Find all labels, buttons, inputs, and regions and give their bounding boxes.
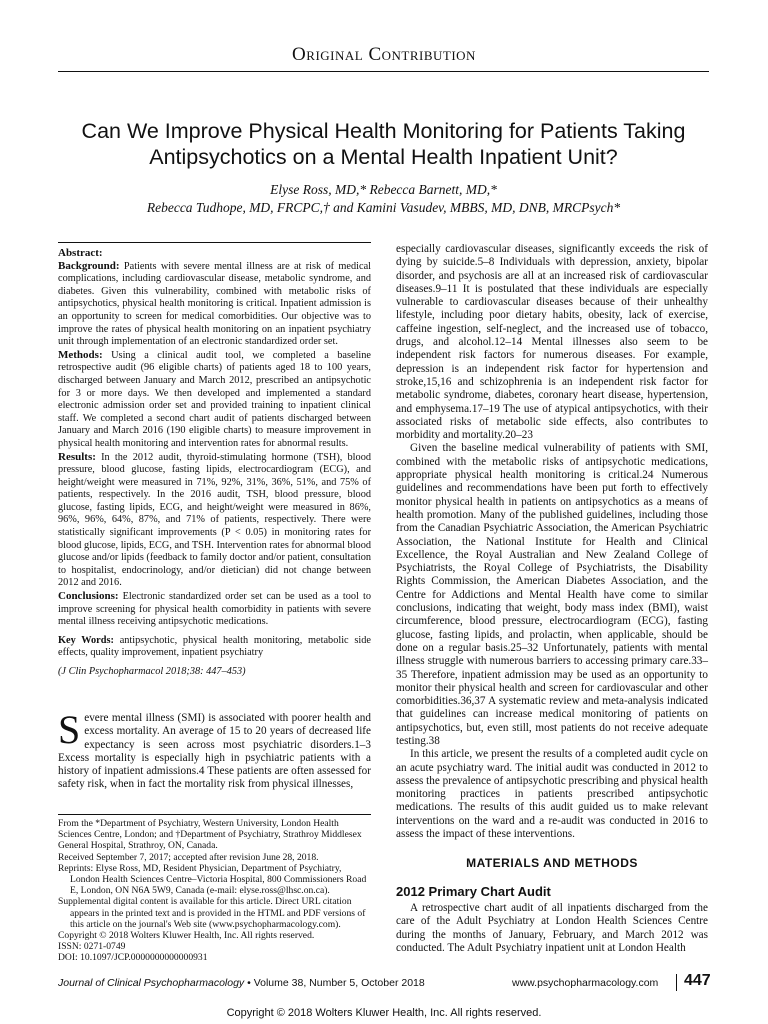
methods-text: Using a clinical audit tool, we completed a baseline retrospective audit (96 eligible charts) of patients aged 18 to 100 years, discharged between January and March 2012, prescribed an antipsychotic for 3 or more days. We then developed and implemented a standard electronic admission order set and provided training to inpatient clinical staff. We completed a second chart audit of patients discharged between January and March 2016 (190 eligible charts) to measure improvement in physical health monitoring and intervention rates for abnormal results. [58, 349, 372, 449]
page-number: 447 [684, 972, 711, 989]
page-divider [676, 974, 677, 991]
issn: ISSN: 0271-0749 [58, 941, 126, 953]
author-line-2: Rebecca Tudhope, MD, FRCPC,† and Kamini Vasudev, MBBS, MD, DNB, MRCPsych* [146, 200, 621, 215]
paragraph-3: In this article, we present the results of a completed audit cycle on an acute psychiatry ward. The initial audit was conducted in 2012 to assess the prevalence of antipsychotic prescribing and physical health monitoring practices in patients prescribed antipsychotic medications. The results of this audit guided us to make relevant interventions on the ward and a re-audit was conducted in 2016 to assess the impact of these interventions. [396, 748, 708, 841]
page-copyright: Copyright © 2018 Wolters Kluwer Health, Inc. All rights reserved. [226, 1007, 542, 1019]
intro-text: evere mental illness (SMI) is associated with poorer health and excess mortality. An average of 15 to 20 years of decreased life expectancy is seen across most psychiatric disorders.1–3 Excess mortality is especially high in psychiatric patients with a history of inpatient admissions.4 These patients are often assessed for safety risk, when in fact the mortality risk from physical illnesses, [58, 712, 371, 791]
background-label: Background: [58, 259, 120, 272]
paragraph-1: especially cardiovascular diseases, significantly exceeds the risk of dying by suicide.5–8 Individuals with depression, anxiety, bipolar disorder, and psychosis are all at an increased risk of cardiovascular diseases.9–11 It is postulated that these individuals are especially vulnerable to cardiovascular diseases because of their unhealthy lifestyle, including poor dietary habits, obesity, lack of exercise, caffeine ingestion, self-neglect, and the increased use of tobacco, drugs, and alcohol.12–14 Mental illnesses also seem to be independent risk factors for numerous diseases. For example, depression is an independent risk factor for hypertension and stroke,15,16 and schizophrenia is an independent risk factor for metabolic syndrome, diabetes, coronary heart disease, hypertension, and emphysema.17–19 The use of atypical antipsychotics, with their associated risks of metabolic side effects, also contributes to morbidity and mortality.20–23 [396, 243, 708, 442]
keywords-label: Key Words: [58, 634, 114, 646]
author-list [58, 181, 709, 217]
abstract-results [58, 451, 371, 591]
conclusions-text: Electronic standardized order set can be used as a tool to improve screening for physical health comorbidity in patients with severe mental illness receiving antipsychotic medications. [58, 591, 371, 628]
supplemental: Supplemental digital content is available for this article. Direct URL citation appears in the printed text and is provided in the HTML and PDF versions of this article on the journal's Web site (www.psychopharmacology.com). [58, 896, 366, 930]
keywords-text: antipsychotic, physical health monitoring, metabolic side effects, quality improvement, inpatient psychiatry [58, 634, 371, 659]
abstract-background [58, 260, 371, 349]
methods-heading: MATERIALS AND METHODS [466, 856, 638, 870]
paragraph-4: A retrospective chart audit of all inpatients discharged from the care of the Adult Psychiatry at London Health Sciences Centre during the months of January, February, and March 2012 was conducted. The Adult Psychiatry inpatient unit at London Health [396, 902, 708, 954]
article-title: Can We Improve Physical Health Monitoring for Patients Taking Antipsychotics on a Mental Health Inpatient Unit? [81, 119, 686, 169]
affiliations: From the *Department of Psychiatry, Western University, London Health Sciences Centre, London; and †Department of Psychiatry, Strathroy Middlesex General Hospital, Strathroy, ON, Canada. [58, 818, 362, 852]
abstract-methods [58, 349, 371, 451]
drop-cap: S [58, 707, 81, 752]
abstract-conclusions [58, 590, 371, 629]
journal-issue: • Volume 38, Number 5, October 2018 [247, 977, 425, 989]
reprints: Reprints: Elyse Ross, MD, Resident Physician, Department of Psychiatry, London Health Sciences Centre–Victoria Hospital, 800 Commissioners Road E, London, ON N6A 5W9, Canada (e-mail: elyse.ross@lhsc.on.ca). [58, 862, 367, 897]
abstract-heading: Abstract: [58, 247, 103, 259]
header-rule [58, 71, 709, 72]
journal-name: Journal of Clinical Psychopharmacology [58, 977, 245, 989]
results-label: Results: [58, 450, 96, 463]
abstract [58, 247, 371, 679]
subsection-heading: 2012 Primary Chart Audit [396, 884, 551, 899]
received-dates: Received September 7, 2017; accepted after revision June 28, 2018. [58, 851, 319, 863]
methods-label: Methods: [58, 348, 103, 361]
footer-journal [58, 977, 425, 989]
footnote-copyright: Copyright © 2018 Wolters Kluwer Health, Inc. All rights reserved. [58, 930, 315, 942]
footer-site: www.psychopharmacology.com [512, 977, 659, 989]
intro-paragraph [58, 707, 371, 792]
paragraph-2: Given the baseline medical vulnerability of patients with SMI, combined with the metabolic risks of antipsychotic medications, appropriate physical health monitoring is critical.24 Numerous guidelines and recommendations have been put forth to effectively monitor physical health in patients on antipsychotics as a means of health promotion. Many of the published guidelines, including those from the Canadian Psychiatric Association, the American Psychiatric Association, the National Institute for Health and Clinical Excellence, the Royal Australian and New Zealand College of Psychiatrists, the Royal College of Psychiatrists, the Disability Rights Commission, the American Diabetes Association, and the Centre for Addictions and Mental Health have come to similar conclusions, indicating that weight, body mass index (BMI), waist circumference, blood pressure, electrocardiogram (ECG), fasting glucose, fasting lipids, and prolactin, when applicable, should be done on a regular basis.25–32 Unfortunately, patients with mental illness struggle with numerous barriers to accessing primary care.33–35 Therefore, inpatient admission may be used as an opportunity to monitor their physical health and screen for cardiovascular and other comorbidities.36,37 A systematic review and meta-analysis indicated that guidelines can increase medical monitoring of patients on antipsychotics, but, even still, most patients do not receive adequate testing.38 [396, 442, 708, 747]
right-column [396, 243, 708, 841]
footnotes [58, 818, 371, 964]
results-text: In the 2012 audit, thyroid-stimulating hormone (TSH), blood pressure, blood glucose, fasting lipids, electrocardiogram (ECG), and height/weight were measured in 71%, 92%, 31%, 36%, 51%, and 75% of patients, respectively. In the 2016 audit, TSH, blood pressure, blood glucose, fasting lipids, ECG, and height/weight were measured in 86%, 96%, 96%, 64%, 87%, and 71% of patients, respectively. There were statistically significant improvements (P < 0.05) in monitoring rates for blood glucose, lipids, ECG, and TSH. Intervention rates for abnormal blood glucose and/or lipids (feedback to family doctor and/or patient, consultation to hospitalist, endocrinology, and/or dietician) did not change between 2012 and 2016. [58, 451, 371, 589]
background-text: Patients with severe mental illness are at risk of medical complications, including cardiovascular disease, metabolic syndrome, and diabetes. Given this vulnerability, combined with metabolic risks of antipsychotics, physical health monitoring is critical. Inpatient admission is an opportunity to screen for medical comorbidities. Our objective was to improve the rates of physical health monitoring on an inpatient psychiatry unit through implementation of an electronic standardized order set. [58, 260, 372, 348]
citation: (J Clin Psychopharmacol 2018;38: 447–453) [58, 666, 246, 677]
abstract-rule [58, 242, 371, 243]
keywords [58, 635, 371, 660]
doi: DOI: 10.1097/JCP.0000000000000931 [58, 952, 208, 964]
conclusions-label: Conclusions: [58, 590, 119, 603]
author-line-1: Elyse Ross, MD,* Rebecca Barnett, MD,* [270, 182, 497, 197]
section-label: Original Contribution [292, 44, 476, 65]
footnote-rule [58, 814, 371, 815]
